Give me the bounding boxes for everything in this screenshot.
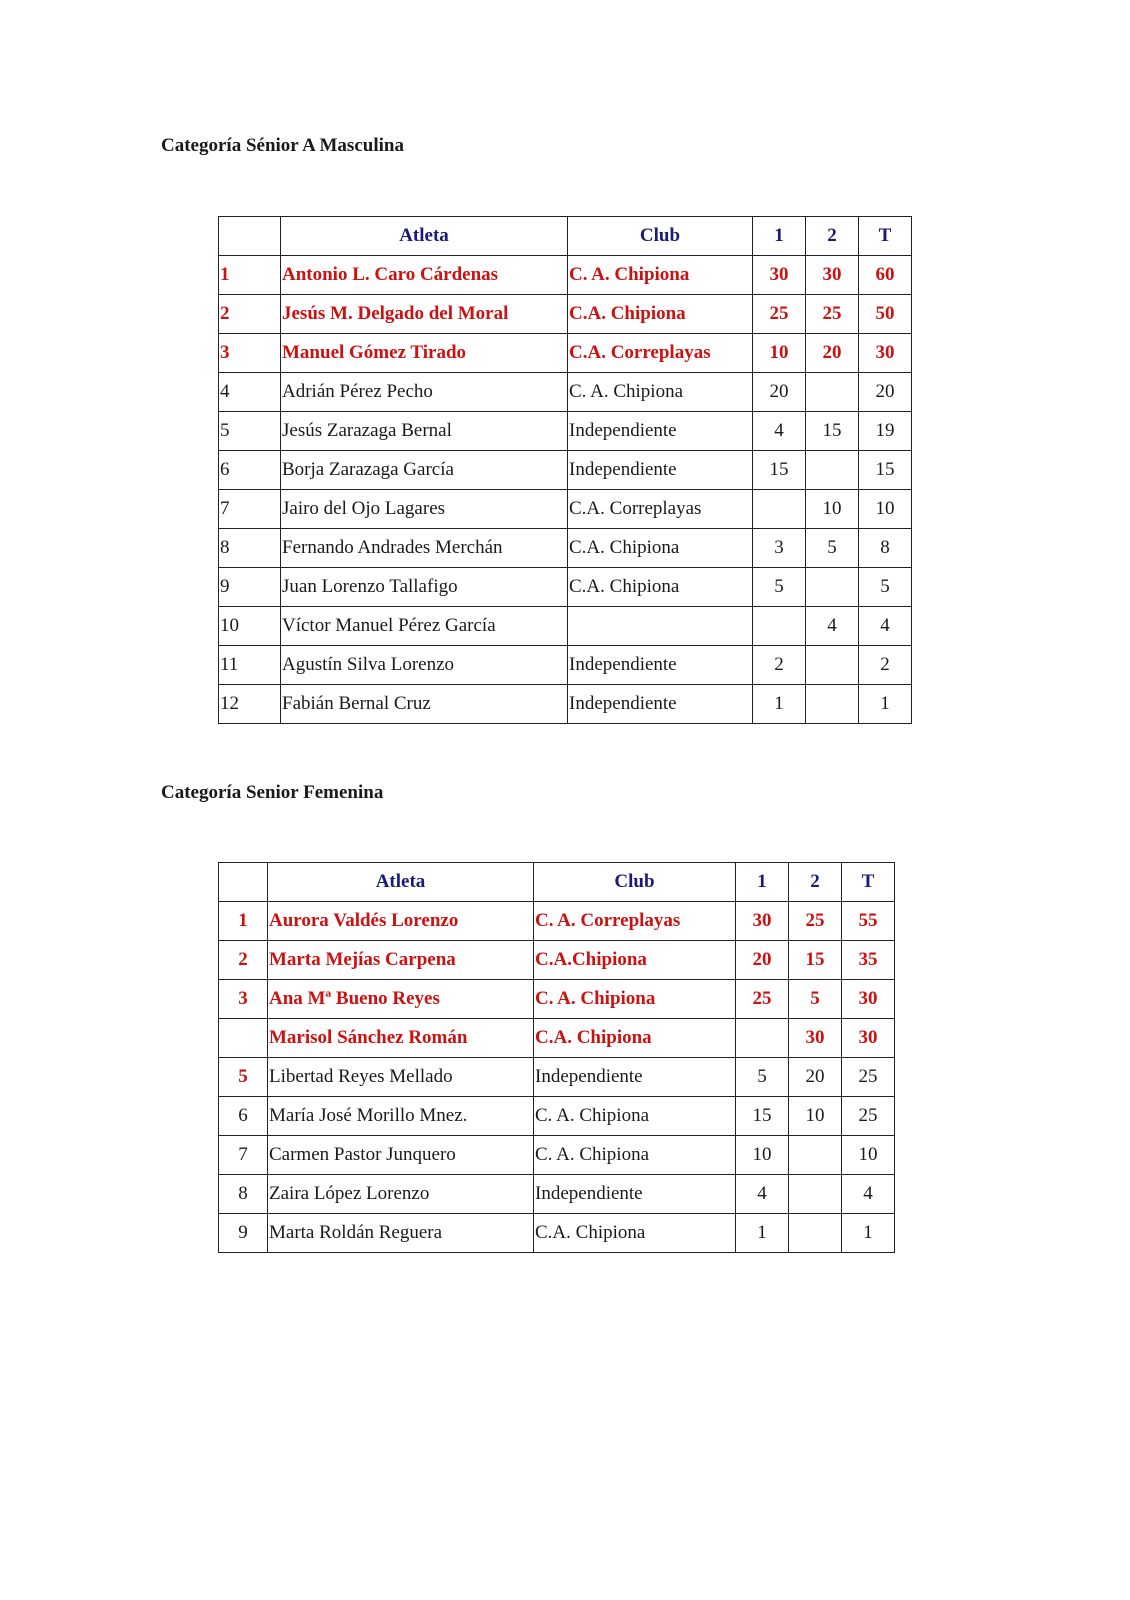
position-cell: 5 bbox=[219, 412, 281, 451]
table-row bbox=[219, 451, 912, 490]
round1-cell bbox=[753, 607, 806, 646]
club-cell: C. A. Chipiona bbox=[568, 256, 753, 295]
club-cell: Independiente bbox=[568, 685, 753, 724]
total-cell: 30 bbox=[842, 980, 895, 1019]
position-cell: 3 bbox=[219, 980, 268, 1019]
table-row bbox=[219, 568, 912, 607]
club-cell: C.A. Chipiona bbox=[534, 1019, 736, 1058]
table-row bbox=[219, 902, 895, 941]
position-cell: 9 bbox=[219, 1214, 268, 1253]
club-cell: Independiente bbox=[568, 646, 753, 685]
round1-cell: 1 bbox=[736, 1214, 789, 1253]
round1-cell: 10 bbox=[753, 334, 806, 373]
round2-header: 2 bbox=[789, 863, 842, 902]
total-cell: 35 bbox=[842, 941, 895, 980]
athlete-cell: Ana Mª Bueno Reyes bbox=[268, 980, 534, 1019]
round1-cell: 2 bbox=[753, 646, 806, 685]
round1-cell: 5 bbox=[736, 1058, 789, 1097]
table-row bbox=[219, 646, 912, 685]
position-cell: 2 bbox=[219, 295, 281, 334]
round1-cell: 4 bbox=[753, 412, 806, 451]
athlete-cell: María José Morillo Mnez. bbox=[268, 1097, 534, 1136]
total-cell: 1 bbox=[842, 1214, 895, 1253]
section-title-femenina: Categoría Senior Femenina bbox=[161, 782, 384, 803]
table-row bbox=[219, 941, 895, 980]
round1-cell: 30 bbox=[736, 902, 789, 941]
table-row bbox=[219, 1058, 895, 1097]
round1-cell: 30 bbox=[753, 256, 806, 295]
club-cell: C.A. Chipiona bbox=[534, 1214, 736, 1253]
total-cell: 50 bbox=[859, 295, 912, 334]
round2-cell: 4 bbox=[806, 607, 859, 646]
total-cell: 30 bbox=[859, 334, 912, 373]
round1-cell: 15 bbox=[753, 451, 806, 490]
results-body-masculina bbox=[219, 256, 912, 724]
round2-cell bbox=[806, 568, 859, 607]
position-cell: 10 bbox=[219, 607, 281, 646]
round1-cell: 3 bbox=[753, 529, 806, 568]
total-cell: 10 bbox=[859, 490, 912, 529]
athlete-cell: Antonio L. Caro Cárdenas bbox=[281, 256, 568, 295]
table-row bbox=[219, 1214, 895, 1253]
athlete-cell: Fernando Andrades Merchán bbox=[281, 529, 568, 568]
round1-cell: 4 bbox=[736, 1175, 789, 1214]
round2-cell: 25 bbox=[789, 902, 842, 941]
round2-cell: 20 bbox=[789, 1058, 842, 1097]
athlete-cell: Aurora Valdés Lorenzo bbox=[268, 902, 534, 941]
section-title-masculina: Categoría Sénior A Masculina bbox=[161, 135, 404, 156]
club-header: Club bbox=[568, 217, 753, 256]
table-row bbox=[219, 529, 912, 568]
position-cell: 12 bbox=[219, 685, 281, 724]
round1-cell: 10 bbox=[736, 1136, 789, 1175]
results-table-masculina bbox=[218, 216, 912, 724]
round2-cell: 30 bbox=[806, 256, 859, 295]
total-header: T bbox=[842, 863, 895, 902]
position-cell: 8 bbox=[219, 1175, 268, 1214]
position-cell: 1 bbox=[219, 256, 281, 295]
position-cell: 9 bbox=[219, 568, 281, 607]
club-cell: C. A. Chipiona bbox=[534, 1136, 736, 1175]
round1-cell bbox=[753, 490, 806, 529]
position-header bbox=[219, 863, 268, 902]
club-cell: Independiente bbox=[568, 412, 753, 451]
club-cell: C.A.Chipiona bbox=[534, 941, 736, 980]
table-header-row bbox=[219, 863, 895, 902]
table-row bbox=[219, 685, 912, 724]
club-cell: C.A. Correplayas bbox=[568, 334, 753, 373]
table-row bbox=[219, 490, 912, 529]
position-cell: 4 bbox=[219, 373, 281, 412]
club-cell: C.A. Chipiona bbox=[568, 568, 753, 607]
total-cell: 20 bbox=[859, 373, 912, 412]
round2-cell bbox=[789, 1136, 842, 1175]
results-table-femenina bbox=[218, 862, 895, 1253]
total-cell: 25 bbox=[842, 1058, 895, 1097]
results-body-femenina bbox=[219, 902, 895, 1253]
position-cell: 1 bbox=[219, 902, 268, 941]
athlete-cell: Manuel Gómez Tirado bbox=[281, 334, 568, 373]
athlete-cell: Carmen Pastor Junquero bbox=[268, 1136, 534, 1175]
total-cell: 5 bbox=[859, 568, 912, 607]
athlete-header: Atleta bbox=[281, 217, 568, 256]
club-cell: C. A. Chipiona bbox=[534, 1097, 736, 1136]
round2-cell bbox=[789, 1175, 842, 1214]
position-cell: 2 bbox=[219, 941, 268, 980]
position-cell: 8 bbox=[219, 529, 281, 568]
table-row bbox=[219, 607, 912, 646]
round2-cell: 25 bbox=[806, 295, 859, 334]
round2-cell: 10 bbox=[789, 1097, 842, 1136]
round1-header: 1 bbox=[736, 863, 789, 902]
club-cell: C.A. Correplayas bbox=[568, 490, 753, 529]
position-header bbox=[219, 217, 281, 256]
athlete-cell: Jairo del Ojo Lagares bbox=[281, 490, 568, 529]
round2-cell: 15 bbox=[806, 412, 859, 451]
athlete-cell: Libertad Reyes Mellado bbox=[268, 1058, 534, 1097]
round2-cell bbox=[789, 1214, 842, 1253]
total-cell: 8 bbox=[859, 529, 912, 568]
position-cell: 11 bbox=[219, 646, 281, 685]
total-cell: 15 bbox=[859, 451, 912, 490]
club-header: Club bbox=[534, 863, 736, 902]
athlete-cell: Juan Lorenzo Tallafigo bbox=[281, 568, 568, 607]
round1-cell: 1 bbox=[753, 685, 806, 724]
total-cell: 10 bbox=[842, 1136, 895, 1175]
table-row bbox=[219, 1097, 895, 1136]
position-cell: 7 bbox=[219, 1136, 268, 1175]
athlete-cell: Jesús M. Delgado del Moral bbox=[281, 295, 568, 334]
round1-header: 1 bbox=[753, 217, 806, 256]
athlete-cell: Marisol Sánchez Román bbox=[268, 1019, 534, 1058]
round1-cell bbox=[736, 1019, 789, 1058]
position-cell bbox=[219, 1019, 268, 1058]
round2-cell bbox=[806, 451, 859, 490]
club-cell: C. A. Chipiona bbox=[568, 373, 753, 412]
position-cell: 7 bbox=[219, 490, 281, 529]
total-cell: 55 bbox=[842, 902, 895, 941]
club-cell: C. A. Correplayas bbox=[534, 902, 736, 941]
round2-cell: 15 bbox=[789, 941, 842, 980]
athlete-cell: Marta Roldán Reguera bbox=[268, 1214, 534, 1253]
athlete-cell: Adrián Pérez Pecho bbox=[281, 373, 568, 412]
table-row bbox=[219, 1175, 895, 1214]
total-cell: 2 bbox=[859, 646, 912, 685]
total-cell: 1 bbox=[859, 685, 912, 724]
position-cell: 6 bbox=[219, 1097, 268, 1136]
round1-cell: 5 bbox=[753, 568, 806, 607]
athlete-cell: Agustín Silva Lorenzo bbox=[281, 646, 568, 685]
table-row bbox=[219, 1019, 895, 1058]
round1-cell: 25 bbox=[736, 980, 789, 1019]
total-header: T bbox=[859, 217, 912, 256]
total-cell: 25 bbox=[842, 1097, 895, 1136]
club-cell bbox=[568, 607, 753, 646]
table-row bbox=[219, 295, 912, 334]
athlete-cell: Marta Mejías Carpena bbox=[268, 941, 534, 980]
round1-cell: 25 bbox=[753, 295, 806, 334]
club-cell: Independiente bbox=[534, 1058, 736, 1097]
total-cell: 19 bbox=[859, 412, 912, 451]
round2-cell: 20 bbox=[806, 334, 859, 373]
round2-cell bbox=[806, 373, 859, 412]
club-cell: Independiente bbox=[568, 451, 753, 490]
round2-cell: 5 bbox=[789, 980, 842, 1019]
round2-cell: 30 bbox=[789, 1019, 842, 1058]
position-cell: 3 bbox=[219, 334, 281, 373]
round1-cell: 20 bbox=[736, 941, 789, 980]
athlete-cell: Jesús Zarazaga Bernal bbox=[281, 412, 568, 451]
table-row bbox=[219, 256, 912, 295]
round2-cell bbox=[806, 685, 859, 724]
round2-cell bbox=[806, 646, 859, 685]
table-header-row bbox=[219, 217, 912, 256]
position-cell: 6 bbox=[219, 451, 281, 490]
athlete-cell: Víctor Manuel Pérez García bbox=[281, 607, 568, 646]
round2-cell: 10 bbox=[806, 490, 859, 529]
total-cell: 60 bbox=[859, 256, 912, 295]
table-row bbox=[219, 334, 912, 373]
athlete-header: Atleta bbox=[268, 863, 534, 902]
round2-cell: 5 bbox=[806, 529, 859, 568]
athlete-cell: Fabián Bernal Cruz bbox=[281, 685, 568, 724]
position-cell: 5 bbox=[219, 1058, 268, 1097]
total-cell: 30 bbox=[842, 1019, 895, 1058]
table-row bbox=[219, 1136, 895, 1175]
round2-header: 2 bbox=[806, 217, 859, 256]
total-cell: 4 bbox=[842, 1175, 895, 1214]
club-cell: C. A. Chipiona bbox=[534, 980, 736, 1019]
total-cell: 4 bbox=[859, 607, 912, 646]
club-cell: C.A. Chipiona bbox=[568, 529, 753, 568]
club-cell: Independiente bbox=[534, 1175, 736, 1214]
table-row bbox=[219, 373, 912, 412]
table-row bbox=[219, 980, 895, 1019]
table-row bbox=[219, 412, 912, 451]
round1-cell: 20 bbox=[753, 373, 806, 412]
club-cell: C.A. Chipiona bbox=[568, 295, 753, 334]
round1-cell: 15 bbox=[736, 1097, 789, 1136]
athlete-cell: Zaira López Lorenzo bbox=[268, 1175, 534, 1214]
athlete-cell: Borja Zarazaga García bbox=[281, 451, 568, 490]
